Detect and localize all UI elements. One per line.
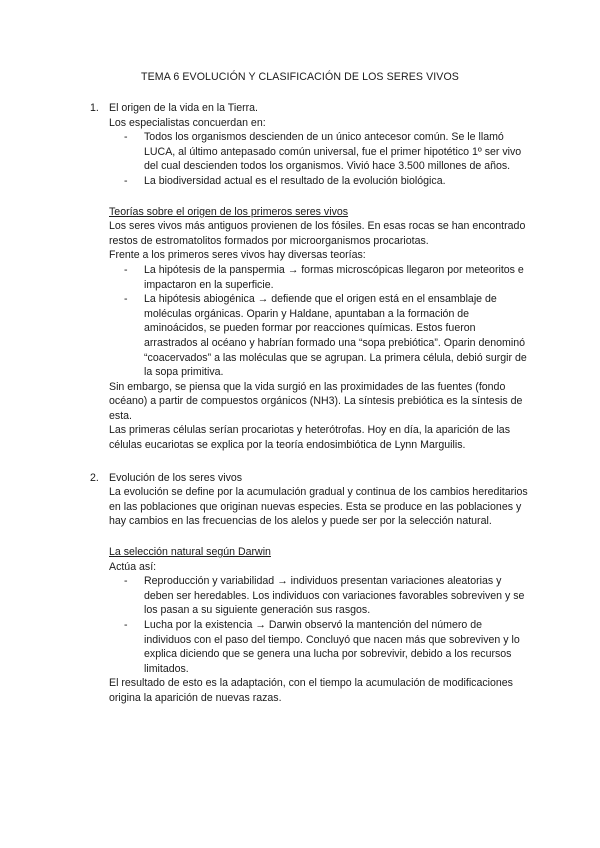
paragraph: El resultado de esto es la adaptación, con el tiempo la acumulación de modificaciones origina la aparición de nuevas razas. xyxy=(109,677,513,704)
list-item: - Reproducción y variabilidad → individuos presentan variaciones aleatorias y deben ser heredables. Los individuos con variaciones favorables sobreviven y se los pasan a su siguiente generación sus rasgos. xyxy=(144,574,530,618)
list-item: - La hipótesis de la panspermia → formas microscópicas llegaron por meteoritos e impactaron en la superficie. xyxy=(144,263,530,292)
paragraph: La evolución se define por la acumulación gradual y continua de los cambios hereditarios en las poblaciones que originan nuevas especies. Esta se produce en las poblaciones y hay cambios en las frecuencias de los alelos y puede ser por la selección natural. xyxy=(109,486,528,528)
paragraph: Los seres vivos más antiguos provienen de los fósiles. En esas rocas se han encontrado restos de estromatolitos formados por microorganismos procariotas. xyxy=(109,220,526,247)
section-evolution xyxy=(90,471,530,706)
document-title: TEMA 6 EVOLUCIÓN Y CLASIFICACIÓN DE LOS SERES VIVOS xyxy=(141,71,459,83)
paragraph: Sin embargo, se piensa que la vida surgió en las proximidades de las fuentes (fondo océano) a partir de compuestos orgánicos (NH3). La síntesis prebiótica es la síntesis de esta. xyxy=(109,380,523,422)
section-number: 1. xyxy=(90,102,99,114)
paragraph: Frente a los primeros seres vivos hay diversas teorías: xyxy=(109,249,366,262)
theories-list xyxy=(109,263,530,380)
subheading-darwin: La selección natural según Darwin xyxy=(109,546,271,559)
list-item: - Todos los organismos descienden de un único antecesor común. Se le llamó LUCA, al último antepasado común universal, fue el primer hipotético 1º ser vivo del cual descienden todos los organismos. Vivió hace 3.500 millones de años. xyxy=(144,130,530,174)
bullet-list xyxy=(109,130,530,188)
section-intro: Los especialistas concuerdan en: xyxy=(109,116,266,129)
section-heading: El origen de la vida en la Tierra. xyxy=(109,102,258,114)
list-item: - La biodiversidad actual es el resultado de la evolución biológica. xyxy=(144,174,530,189)
section-intro: Actúa así: xyxy=(109,560,157,573)
darwin-list xyxy=(109,574,530,676)
section-origin-of-life xyxy=(90,101,530,453)
section-number: 2. xyxy=(90,471,99,484)
list-item: - La hipótesis abiogénica → defiende que el origen está en el ensamblaje de moléculas orgánicas. Oparin y Haldane, apuntaban a la formación de aminoácidos, se pueden formar por reacciones químicas. Estos fueron arrastrados al océano y habrían formado una “sopa prebiótica”. Oparin denominó “coacervados” a las moléculas que se agrupan. La primera célula, debió surgir de la sopa primitiva. xyxy=(144,292,530,380)
paragraph: Las primeras células serían procariotas y heterótrofas. Hoy en día, la aparición de las células eucariotas se explica por la teoría endosimbiótica de Lynn Marguilis. xyxy=(109,424,511,452)
list-item: - Lucha por la existencia → Darwin observó la mantención del número de individuos con el paso del tiempo. Concluyó que nacen más que sobreviven y lo explica diciendo que se genera una lucha por sobrevivir, debido a los recursos limitados. xyxy=(144,618,530,676)
subheading-theories: Teorías sobre el origen de los primeros seres vivos xyxy=(109,205,349,218)
document-body xyxy=(90,101,530,706)
section-heading: Evolución de los seres vivos xyxy=(109,471,243,484)
